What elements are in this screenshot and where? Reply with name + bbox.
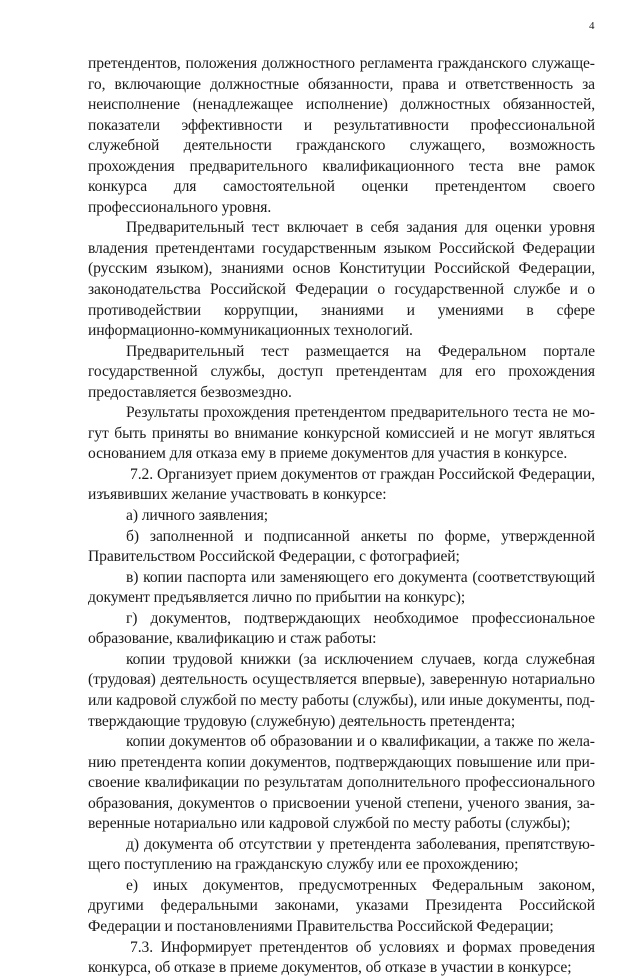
list-item-a: а) личного заявления; — [126, 507, 269, 525]
list-item-g: г) документов, подтверждающих необходимое профессиональное образование, квалификацию и стаж работы: — [88, 609, 595, 648]
list-item-d: д) документа об отсутствии у претендента заболевания, препятствующего поступлению на гражданскую службу или ее прохождению; — [88, 835, 595, 874]
paragraph-labor-book: копии трудовой книжки (за исключением случаев, когда служебная (трудовая) деятельность осуществляется впервые), заверенную нотариально или кадровой службой по месту работы (службы), или иные документы, подтверждающие трудовую (служебную) деятельность претендента; — [88, 650, 595, 730]
paragraph-test-results: Результаты прохождения претендентом предварительного теста не могут быть приняты во внимание конкурсной комиссией и не могут являться основанием для отказа ему в приеме документов для участия в конкурсе. — [88, 404, 595, 463]
list-item-b: б) заполненной и подписанной анкеты по форме, утвержденной Правительством Российской Федерации, с фотографией; — [88, 527, 595, 566]
paragraph-preliminary-test-portal: Предварительный тест размещается на Федеральном портале государственной службы, доступ претендентам для его прохождения предоставляется безвозмездно. — [88, 342, 595, 401]
paragraph-job-regulations: претендентов, положения должностного регламента гражданского служащего, включающие должностные обязанности, права и ответственность за неисполнение (ненадлежащее исполнение) должностных обязанностей, показатели эффективности и результативности профессиональной служебной деятельности гражданского служащего, возможность прохождения предварительного квалификационного теста вне рамок конкурса для самостоятельной оценки претендентом своего профессионального уровня. — [88, 55, 595, 216]
paragraph-preliminary-test-content: Предварительный тест включает в себя задания для оценки уровня владения претендентами государственным языком Российской Федерации (русским языком), знаниями основ Конституции Российской Федерации, законодательства Российской Федерации о государственной службе и о противодействии коррупции, знаниями и умениями в сфере информационно-коммуникационных технологий. — [88, 219, 595, 340]
paragraph-education-docs: копии документов об образовании и о квалификации, а также по желанию претендента копии документов, подтверждающих повышение или присвоение квалификации по результатам дополнительного профессионального образования, документов о присвоении ученой степени, ученого звания, заверенные нотариально или кадровой службой по месту работы (службы); — [88, 733, 595, 833]
document-body — [88, 54, 595, 979]
page-number: 4 — [589, 20, 595, 32]
paragraph-7-2: 7.2. Организует прием документов от граждан Российской Федерации, изъявивших желание участвовать в конкурсе: — [88, 465, 595, 504]
list-item-e: е) иных документов, предусмотренных Федеральным законом, другими федеральными законами, указами Президента Российской Федерации и постановлениями Правительства Российской Федерации; — [88, 876, 595, 935]
paragraph-7-3: 7.3. Информирует претендентов об условиях и формах проведения конкурса, об отказе в приеме документов, об отказе в участии в конкурсе; — [88, 938, 595, 977]
list-item-v: в) копии паспорта или заменяющего его документа (соответствующий документ предъявляется лично по прибытии на конкурс); — [88, 568, 595, 607]
